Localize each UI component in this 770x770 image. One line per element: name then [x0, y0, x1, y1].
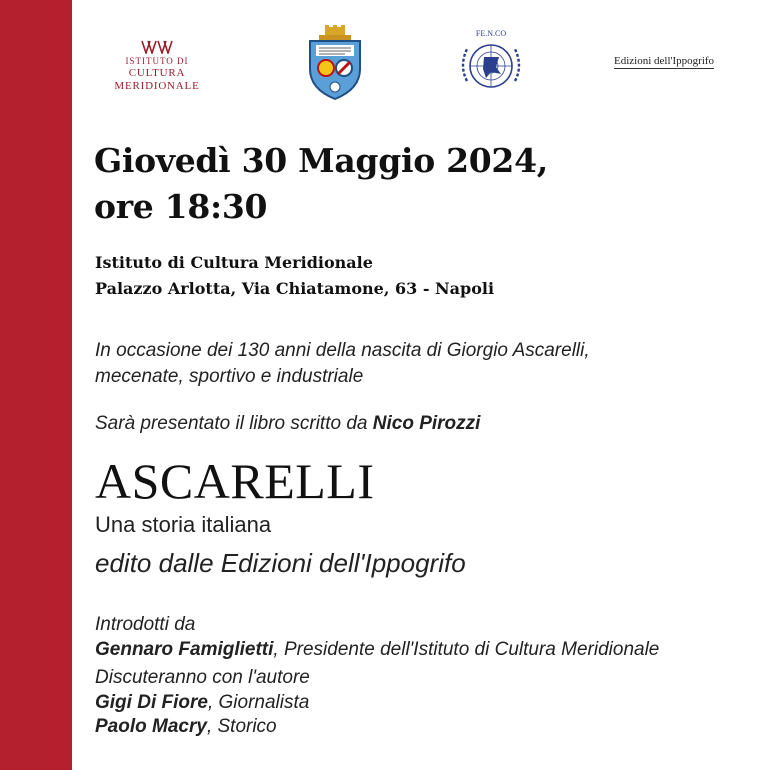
- istituto-cultura-meridionale-logo: [92, 40, 222, 93]
- occasion-line2: mecenate, sportivo e industriale: [95, 366, 364, 387]
- fenco-globe-icon: [455, 27, 527, 97]
- introducer-name: Gennaro Famiglietti: [95, 638, 274, 660]
- presentation-prefix: Sarà presentato il libro scritto da: [95, 413, 373, 434]
- icm-logo-line1: ISTITUTO DI: [125, 56, 189, 66]
- publisher-logo-text: Edizioni dell'Ippogrifo: [614, 55, 715, 67]
- panelist-name: Paolo Macry: [95, 716, 207, 737]
- introducer-role: , Presidente dell'Istituto di Cultura Meridionale: [273, 638, 660, 660]
- left-red-band: [0, 0, 72, 770]
- association-crest-icon: [305, 25, 365, 101]
- occasion-text: [95, 338, 590, 390]
- icm-logo-line2: CULTURA MERIDIONALE: [114, 67, 200, 92]
- occasion-line1: In occasione dei 130 anni della nascita di Giorgio Ascarelli,: [95, 340, 590, 361]
- panelist-name: Gigi Di Fiore: [95, 691, 208, 713]
- panelist-row: [95, 715, 659, 740]
- icm-emblem-icon: [140, 40, 174, 54]
- event-date: [94, 138, 548, 230]
- introducer-row: [95, 638, 659, 663]
- introduced-by-label: Introdotti da: [95, 614, 196, 635]
- event-venue: [95, 250, 494, 302]
- panelist-role: , Storico: [206, 716, 277, 737]
- venue-name: Istituto di Cultura Meridionale: [95, 253, 373, 272]
- panelist-row: [95, 691, 659, 716]
- discussants-label: Discuteranno con l'autore: [95, 667, 310, 688]
- author-name: Nico Pirozzi: [372, 413, 481, 434]
- venue-address: Palazzo Arlotta, Via Chiatamone, 63 - Napoli: [95, 279, 495, 298]
- event-date-line: Giovedì 30 Maggio 2024,: [94, 141, 548, 180]
- presentation-text: [95, 411, 480, 437]
- panelist-role: , Giornalista: [207, 691, 310, 713]
- event-time-line: ore 18:30: [94, 187, 268, 226]
- book-title: ASCARELLI: [95, 453, 375, 509]
- book-subtitle: Una storia italiana: [95, 512, 272, 537]
- fenco-logo: [455, 27, 527, 102]
- speakers-section: [95, 613, 659, 740]
- fenco-label: FE.N.CO: [475, 29, 507, 38]
- book-edition: edito dalle Edizioni dell'Ippogrifo: [95, 548, 466, 578]
